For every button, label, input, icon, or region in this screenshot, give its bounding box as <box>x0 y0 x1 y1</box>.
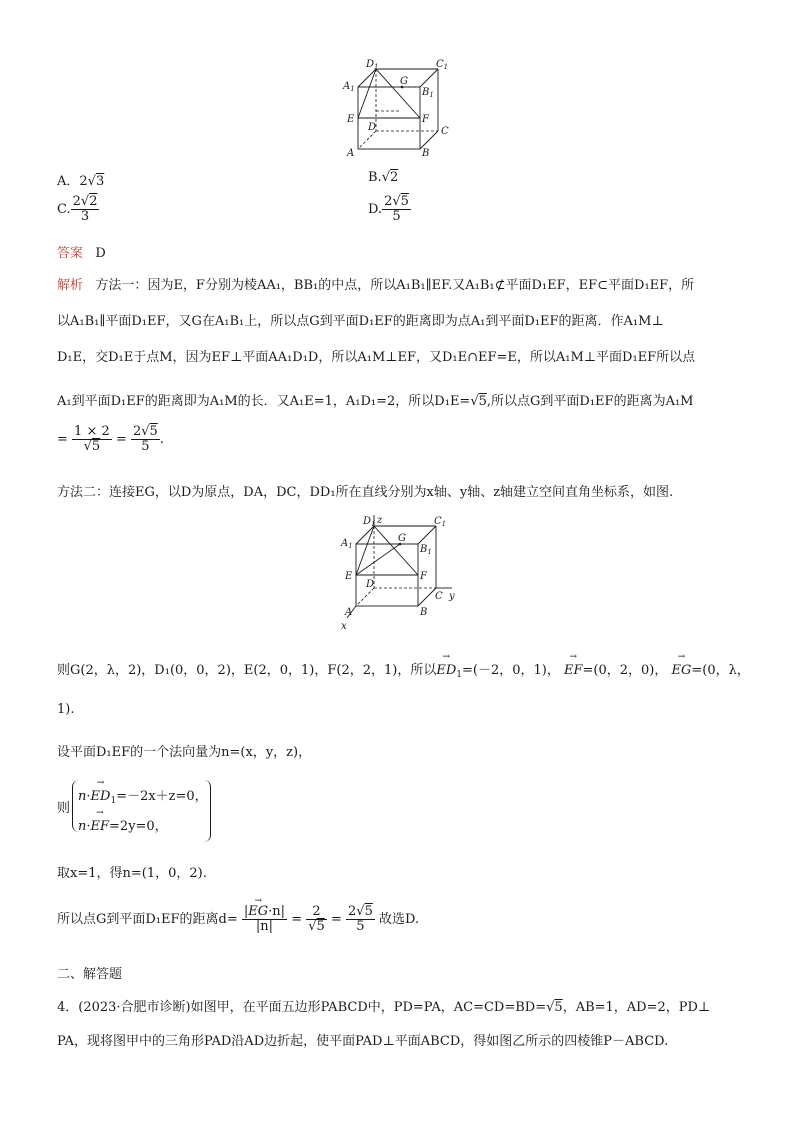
edge-D1E <box>358 69 376 118</box>
distance-line: 所以点G到平面D₁EF的距离d= $\frac{|\to EG\cdot n|}{|n|}$ = $\frac{2}{√5}$ = $\frac{2√5}{5}$ 故选D. <box>57 905 419 934</box>
label-C: C <box>441 126 449 137</box>
svg-text:A: A <box>345 607 353 618</box>
analysis-line-4: A₁到平面D₁EF的距离即为A₁M的长．又A₁E=1，A₁D₁=2，所以D₁E=√5,所以点G到平面D₁EF的距离为A₁M <box>57 394 694 409</box>
analysis-line-3: D₁E，交D₁E于点M，因为EF⊥平面AA₁D₁D，所以A₁M⊥EF，又D₁E∩EF=E，所以A₁M⊥平面D₁EF所以点 <box>57 350 696 365</box>
coords-line: 则G(2，λ，2)，D₁(0，0，2)，E(2，0，1)，F(2，2，1)，所以→ $ED_1=(-2$，0，1)， → EF=(0，2，0)， → EG=(0，λ， <box>57 659 750 680</box>
svg-text:z: z <box>377 515 383 526</box>
system-then: 则 <box>57 801 71 816</box>
label-A1: $A_1$ <box>343 81 355 93</box>
system-eq-2: n·→ EF=2y=0， <box>78 815 168 834</box>
svg-text:y: y <box>449 591 455 602</box>
svg-text:x: x <box>341 621 347 632</box>
svg-text:B1: $B_1$ <box>420 544 432 556</box>
system-eq-1: $n\cdot\to ED_1=-2x+z=0$， <box>78 785 208 806</box>
method-2-intro: 方法二：连接EG，以D为原点，DA，DC，DD₁所在直线分别为x轴、y轴、z轴建立空间直角坐标系，如图. <box>57 485 674 500</box>
option-d[interactable]: D. $\frac{2√5}{5}$ <box>368 194 409 224</box>
svg-text:E: E <box>345 571 353 582</box>
label-B1: $B_1$ <box>422 87 434 99</box>
answer-label: 答案 <box>57 246 84 261</box>
normal-vector-line: 设平面D₁EF的一个法向量为n=(x，y，z)， <box>57 745 312 760</box>
svg-text:G: G <box>398 533 406 544</box>
analysis-line-5: = $\frac{1 \times 2}{√5}$ = $\frac{2√5}{5}$ . <box>57 424 164 454</box>
analysis-line-1: 解析 方法一：因为E，F分别为棱AA₁，BB₁的中点，所以A₁B₁∥EF.又A₁B₁⊄平面D₁EF，EF⊂平面D₁EF，所 <box>57 278 695 293</box>
q4-line-2: PA，现将图甲中的三角形PAD沿AD边折起，使平面PAD⊥平面ABCD，得如图乙所示的四棱锥P－ABCD. <box>57 1034 669 1049</box>
option-b[interactable]: B.√2 <box>368 170 399 185</box>
option-a[interactable]: A．2√3 <box>57 174 105 189</box>
svg-text:D: D <box>366 579 375 590</box>
answer-value: D <box>95 246 106 261</box>
svg-text:C1: $C_1$ <box>434 516 447 528</box>
section-title: 二、解答题 <box>57 967 123 982</box>
q4-line-1: 4．(2023·合肥市诊断)如图甲，在平面五边形PABCD中，PD=PA，AC=CD=BD=√5，AB=1，AD=2，PD⊥ <box>57 1000 711 1015</box>
label-A: A <box>347 148 355 159</box>
svg-text:F: F <box>420 571 427 582</box>
label-E: E <box>347 114 355 125</box>
segment-EG <box>356 544 400 575</box>
cube-figure-1 <box>340 55 460 160</box>
svg-text:C: C <box>435 591 443 602</box>
label-D: D <box>368 122 377 133</box>
label-D1: $D_1$ <box>366 59 379 71</box>
label-B: B <box>422 148 430 159</box>
label-G: G <box>400 76 408 87</box>
cube-figure-2 <box>338 512 463 634</box>
label-C1: $C_1$ <box>436 59 449 71</box>
label-F: F <box>422 114 429 125</box>
answer-line <box>57 242 106 261</box>
analysis-line-2: 以A₁B₁∥平面D₁EF，又G在A₁B₁上，所以点G到平面D₁EF的距离即为点A₁到平面D₁EF的距离．作A₁M⊥ <box>57 314 664 329</box>
svg-text:B: B <box>420 607 428 618</box>
svg-text:A1: $A_1$ <box>341 538 353 550</box>
coords-line-cont: 1). <box>57 702 75 717</box>
take-x-line: 取x=1，得n=(1，0，2). <box>57 866 207 881</box>
svg-text:D1: $D_1$ <box>363 516 376 528</box>
option-c[interactable]: C. $\frac{2√2}{3}$ <box>57 194 98 224</box>
